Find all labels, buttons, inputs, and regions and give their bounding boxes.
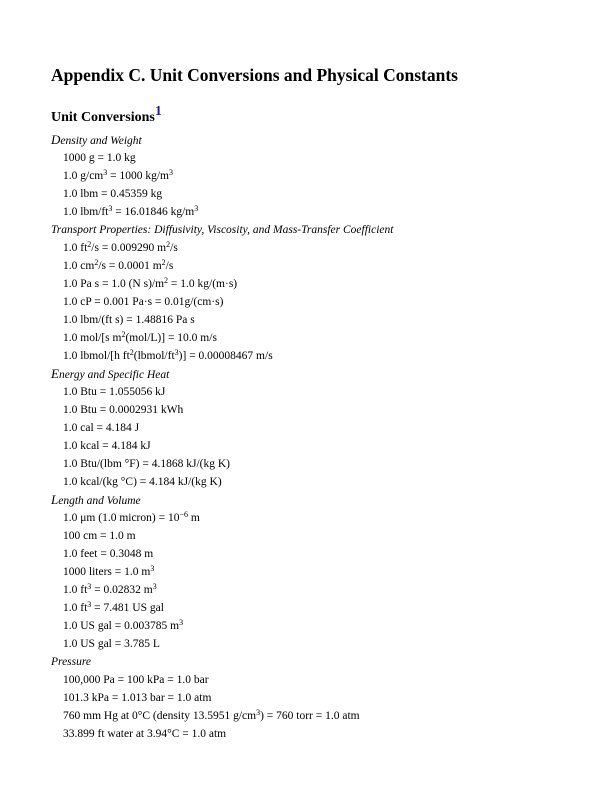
exponent: 3 bbox=[194, 204, 199, 213]
category-initial: D bbox=[51, 132, 61, 147]
conversion-line bbox=[51, 293, 591, 311]
equation-text: = 1000 kg/m bbox=[107, 170, 170, 182]
conversion-line bbox=[51, 635, 591, 653]
conversion-line bbox=[51, 527, 591, 545]
equation-text: 1.0 kcal = 4.184 kJ bbox=[63, 440, 151, 452]
equation-text: 1.0 feet = 0.3048 m bbox=[63, 548, 154, 560]
conversion-line bbox=[51, 473, 591, 491]
equation-text: = 0.02832 m bbox=[91, 584, 153, 596]
exponent: 2 bbox=[164, 276, 169, 285]
category-name: nergy and Specific Heat bbox=[58, 369, 170, 381]
conversion-line bbox=[51, 707, 591, 725]
conversion-line bbox=[51, 671, 591, 689]
section-heading bbox=[51, 104, 162, 128]
conversion-line bbox=[51, 455, 591, 473]
category-heading bbox=[51, 491, 591, 509]
conversion-line bbox=[51, 185, 591, 203]
equation-text: 1.0 US gal = 3.785 L bbox=[63, 638, 160, 650]
conversion-line bbox=[51, 329, 591, 347]
equation-text: )] = 0.00008467 m/s bbox=[178, 350, 273, 362]
category-heading bbox=[51, 365, 591, 383]
conversion-line bbox=[51, 545, 591, 563]
category-heading bbox=[51, 221, 591, 239]
exponent: −6 bbox=[179, 510, 188, 519]
category-name: ength and Volume bbox=[58, 495, 141, 507]
equation-text: 1.0 cal = 4.184 J bbox=[63, 422, 140, 434]
equation-text: (lbmol/ft bbox=[133, 350, 175, 362]
exponent: 2 bbox=[161, 258, 166, 267]
page-title: Appendix C. Unit Conversions and Physical Constants bbox=[51, 65, 458, 85]
equation-text: /s bbox=[165, 260, 174, 272]
conversion-line bbox=[51, 509, 591, 527]
exponent: 2 bbox=[121, 330, 126, 339]
equation-text: /s = 0.009290 m bbox=[91, 242, 167, 254]
exponent: 3 bbox=[174, 348, 179, 357]
exponent: 2 bbox=[129, 348, 134, 357]
category-heading bbox=[51, 653, 591, 671]
conversion-line bbox=[51, 347, 591, 365]
conversion-list bbox=[51, 131, 591, 743]
equation-text: 1.0 Btu = 0.0002931 kWh bbox=[63, 404, 184, 416]
equation-text: 760 mm Hg at 0°C (density 13.5951 g/cm bbox=[63, 710, 257, 722]
equation-text: = 7.481 US gal bbox=[91, 602, 164, 614]
equation-text: 101.3 kPa = 1.013 bar = 1.0 atm bbox=[63, 692, 212, 704]
equation-text: 1.0 ft bbox=[63, 242, 88, 254]
conversion-line bbox=[51, 599, 591, 617]
equation-text: 1.0 μm (1.0 micron) = 10 bbox=[63, 512, 180, 524]
conversion-line bbox=[51, 725, 591, 743]
exponent: 3 bbox=[87, 600, 92, 609]
equation-text: 1.0 US gal = 0.003785 m bbox=[63, 620, 180, 632]
section-heading-text: Unit Conversions bbox=[51, 110, 155, 125]
conversion-line bbox=[51, 563, 591, 581]
equation-text: 1000 g = 1.0 kg bbox=[63, 152, 136, 164]
equation-text: m bbox=[187, 512, 200, 524]
exponent: 3 bbox=[152, 582, 157, 591]
conversion-line bbox=[51, 419, 591, 437]
conversion-line bbox=[51, 275, 591, 293]
equation-text: 1.0 Btu/(lbm °F) = 4.1868 kJ/(kg K) bbox=[63, 458, 230, 470]
conversion-line bbox=[51, 239, 591, 257]
category-name: ensity and Weight bbox=[60, 135, 142, 147]
equation-text: 100 cm = 1.0 m bbox=[63, 530, 136, 542]
equation-text: /s bbox=[170, 242, 178, 254]
exponent: 3 bbox=[108, 204, 113, 213]
conversion-line bbox=[51, 257, 591, 275]
exponent: 2 bbox=[166, 240, 171, 249]
conversion-line bbox=[51, 149, 591, 167]
equation-text: 1.0 cm bbox=[63, 260, 95, 272]
equation-text: 33.899 ft water at 3.94°C = 1.0 atm bbox=[63, 728, 227, 740]
conversion-line bbox=[51, 437, 591, 455]
exponent: 2 bbox=[94, 258, 99, 267]
footnote-link[interactable]: 1 bbox=[154, 104, 162, 119]
equation-text: 1.0 mol/[s m bbox=[63, 332, 122, 344]
equation-text: 1.0 Btu = 1.055056 kJ bbox=[63, 386, 166, 398]
equation-text: 1000 liters = 1.0 m bbox=[63, 566, 151, 578]
category-initial: E bbox=[51, 366, 59, 381]
category-initial: L bbox=[51, 492, 59, 507]
equation-text: ) = 760 torr = 1.0 atm bbox=[260, 710, 360, 722]
exponent: 3 bbox=[256, 708, 261, 717]
category-name: Transport Properties: Diffusivity, Viscosity, and Mass-Transfer Coefficient bbox=[51, 224, 394, 236]
conversion-line bbox=[51, 203, 591, 221]
conversion-line bbox=[51, 581, 591, 599]
exponent: 2 bbox=[87, 240, 92, 249]
equation-text: 1.0 kcal/(kg °C) = 4.184 kJ/(kg K) bbox=[63, 476, 222, 488]
conversion-line bbox=[51, 617, 591, 635]
category-heading bbox=[51, 131, 591, 149]
equation-text: 1.0 ft bbox=[63, 602, 88, 614]
exponent: 3 bbox=[150, 564, 155, 573]
equation-text: 1.0 lbm/ft bbox=[63, 206, 109, 218]
exponent: 3 bbox=[103, 168, 108, 177]
category-name: Pressure bbox=[51, 656, 92, 668]
equation-text: = 1.0 kg/(m·s) bbox=[168, 278, 238, 290]
equation-text: 1.0 Pa s = 1.0 (N s)/m bbox=[63, 278, 165, 290]
equation-text: 1.0 ft bbox=[63, 584, 88, 596]
equation-text: (mol/L)] = 10.0 m/s bbox=[125, 332, 217, 344]
equation-text: 1.0 lbm/(ft s) = 1.48816 Pa s bbox=[63, 314, 195, 326]
exponent: 3 bbox=[169, 168, 174, 177]
equation-text: 1.0 g/cm bbox=[63, 170, 104, 182]
equation-text: 1.0 lbm = 0.45359 kg bbox=[63, 188, 163, 200]
conversion-line bbox=[51, 311, 591, 329]
equation-text: 100,000 Pa = 100 kPa = 1.0 bar bbox=[63, 674, 209, 686]
conversion-line bbox=[51, 383, 591, 401]
exponent: 3 bbox=[179, 618, 184, 627]
conversion-line bbox=[51, 401, 591, 419]
conversion-line bbox=[51, 167, 591, 185]
conversion-line bbox=[51, 689, 591, 707]
equation-text: = 16.01846 kg/m bbox=[112, 206, 195, 218]
exponent: 3 bbox=[87, 582, 92, 591]
equation-text: 1.0 lbmol/[h ft bbox=[63, 350, 130, 362]
equation-text: 1.0 cP = 0.001 Pa·s = 0.01g/(cm·s) bbox=[63, 296, 224, 308]
equation-text: /s = 0.0001 m bbox=[98, 260, 162, 272]
